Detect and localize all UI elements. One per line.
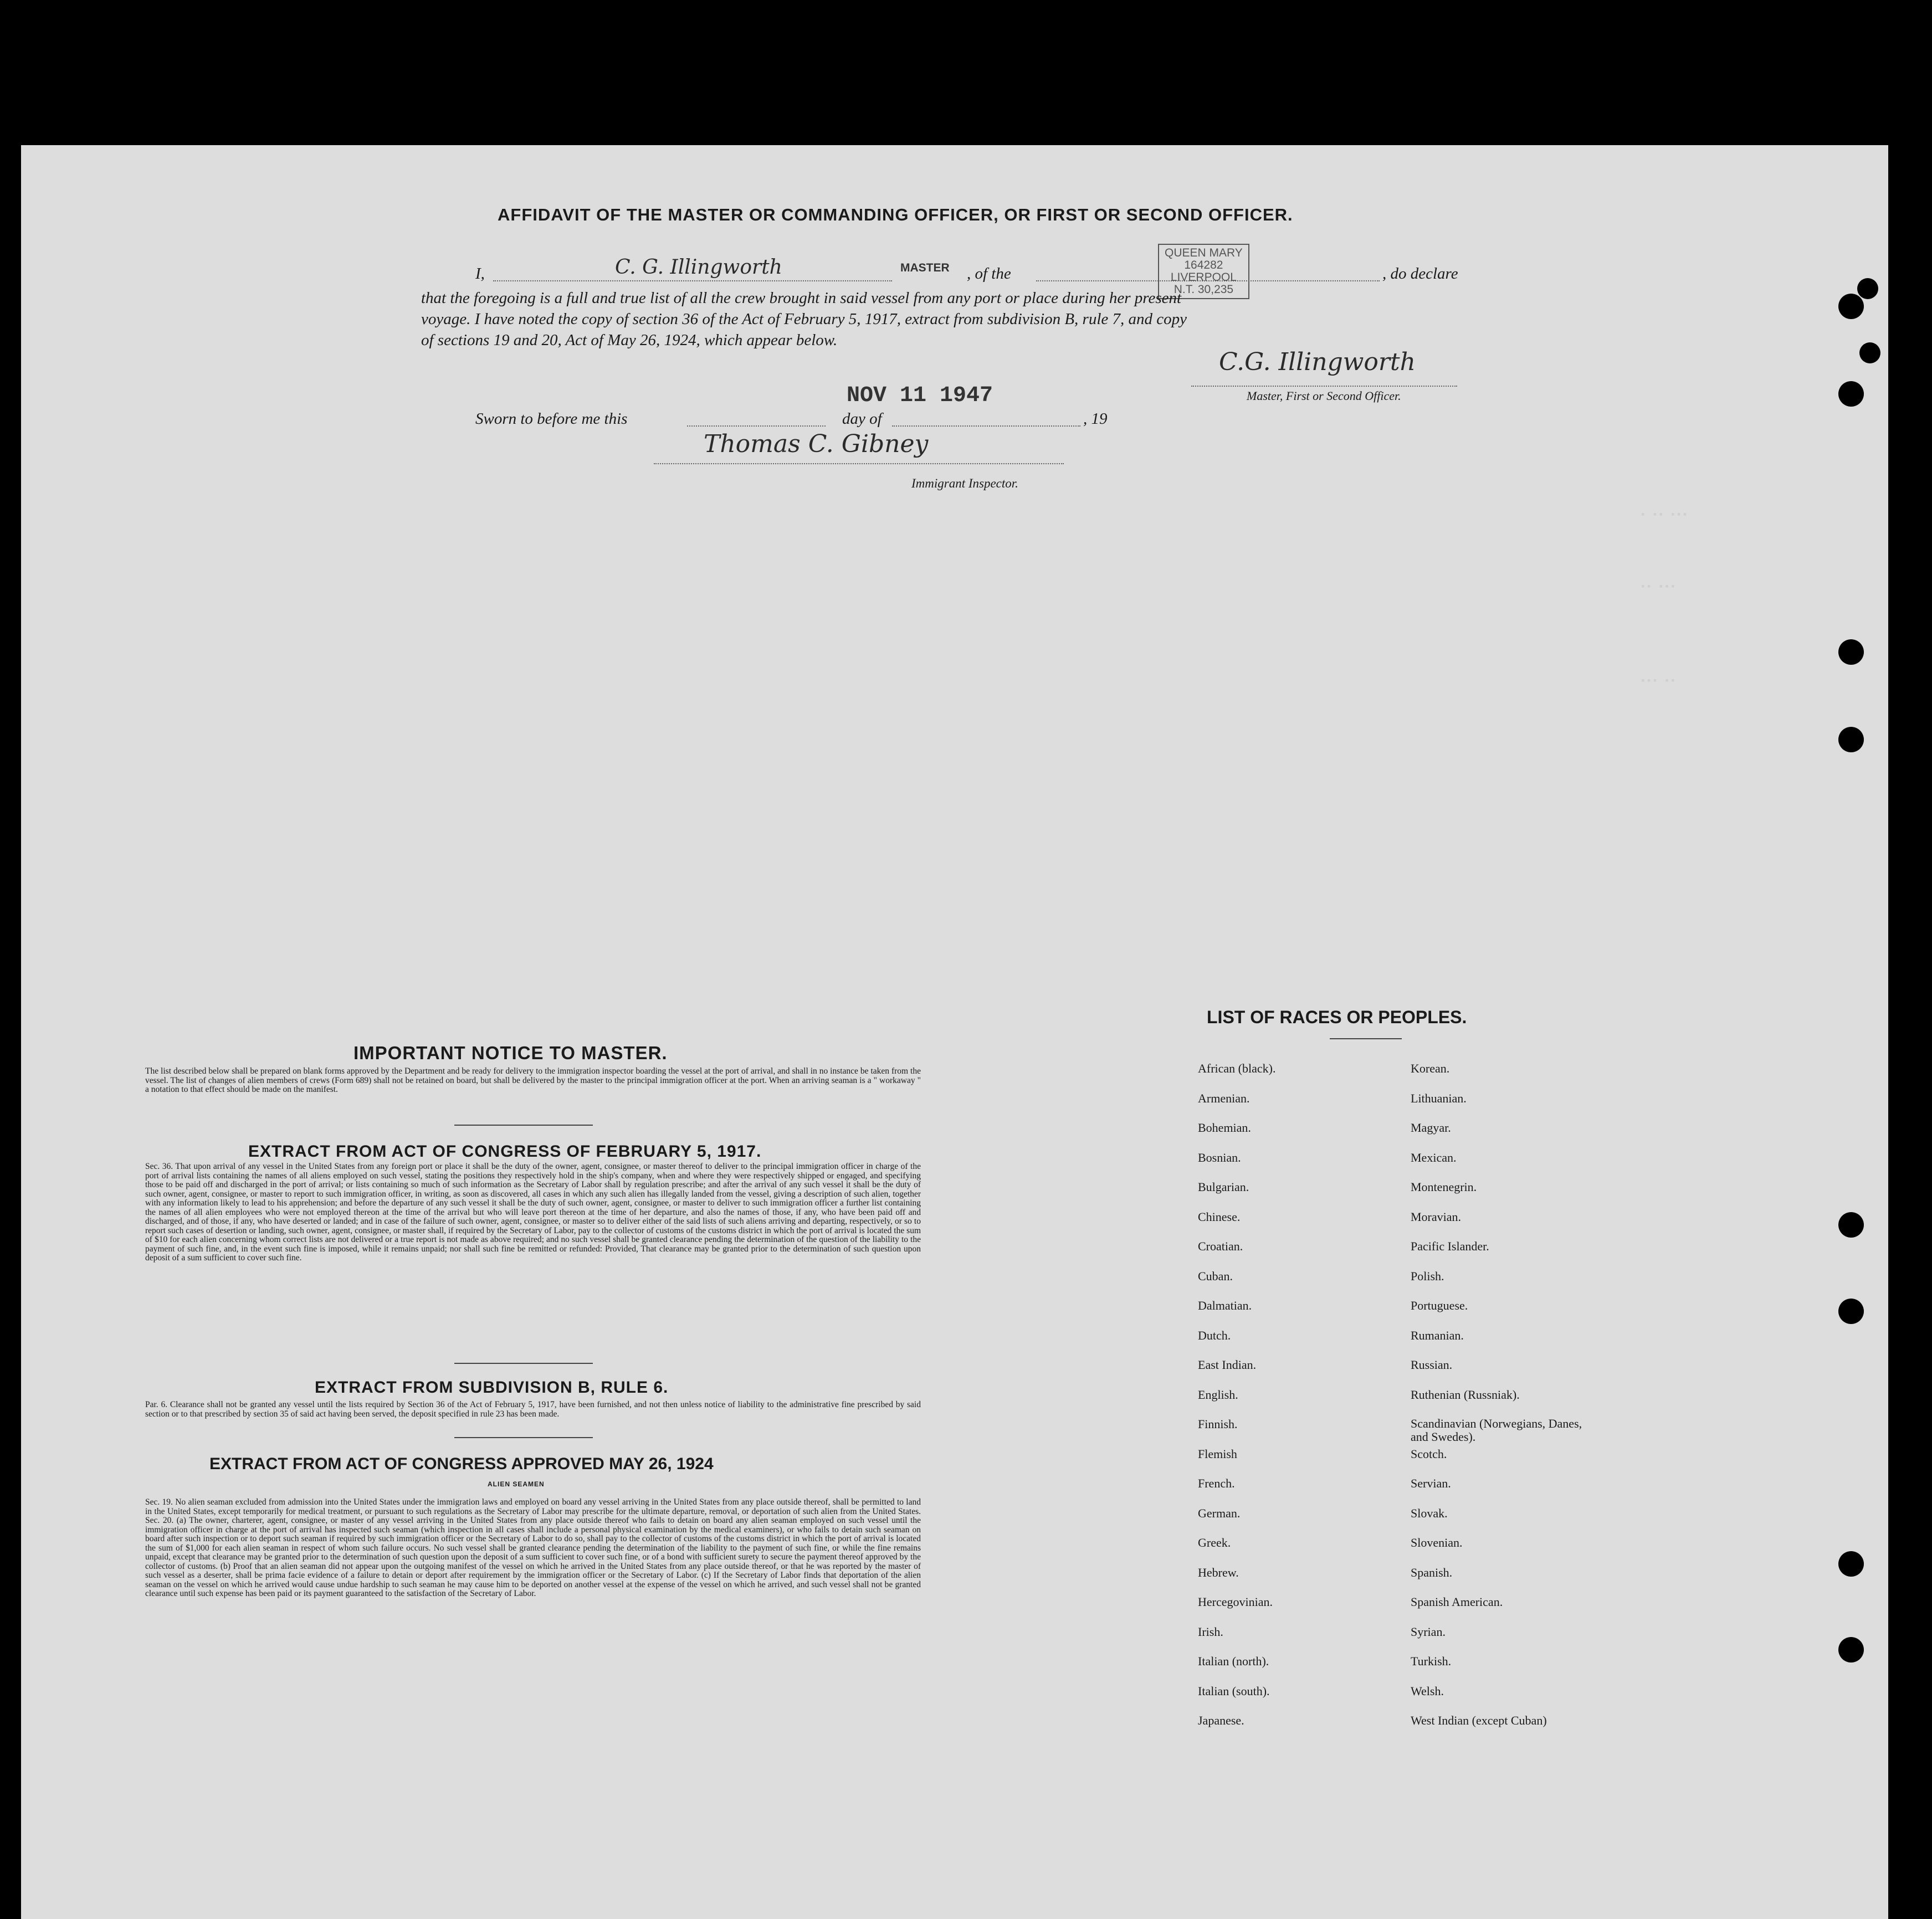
extract-1917-heading: EXTRACT FROM ACT OF CONGRESS OF FEBRUARY 5, 1917. bbox=[248, 1142, 762, 1161]
punch-hole bbox=[1838, 1299, 1864, 1324]
of-the-label: , of the bbox=[967, 265, 1011, 283]
extract-1917-text: Sec. 36. That upon arrival of any vessel in the United States from any foreign port or place it shall be the duty of the owner, agent, consignee, or master thereof to deliver to the principal immigration officer in charge of the port of arrival lists containing the names of all aliens employed on such vessel, stating the positions they respectively hold in the ship's company, when and where they were respectively shipped or engaged, and specifying those to be paid off and discharged in the port of arrival; or lists containing so much of such information as the Secretary of Labor shall by regulation prescribe; and after the arrival of any such vessel it shall be the duty of such owner, agent, consignee, or master to report to such immigration officer, in writing, as soon as discovered, all cases in which any such alien has illegally landed from the vessel, giving a description of such alien, together with any information likely to lead to his apprehension; and before the departure of any such vessel it shall be the duty of such owner, agent, consignee, or master to deliver to such immigration officer a further list containing the names of all alien employees who were not employed thereon at the time of the arrival but who will leave port thereon at the time of her departure, and also the names of those, if any, who have been paid off and discharged, and of those, if any, who have deserted or landed; and in case of the failure of such owner, agent, consignee, or master so to deliver either of the said lists of such aliens arriving and departing, respectively, or so to report such cases of desertion or landing, such owner, agent, consignee, or master shall, if required by the Secretary of Labor, pay to the collector of customs of the customs district in which the port of arrival is located the sum of $10 for each alien concerning whom correct lists are not delivered or a true report is not made as above required; and no such vessel shall be granted clearance pending the determination of the question of the liability to the payment of such fine, and, in the event such fine is imposed, while it remains unpaid; nor shall such fine be remitted or refunded: Provided, That clearance may be granted prior to the determination of such question upon deposit of a sum sufficient to cover such fine. bbox=[145, 1162, 921, 1263]
race-item: Korean. bbox=[1411, 1061, 1450, 1075]
notice-heading: IMPORTANT NOTICE TO MASTER. bbox=[353, 1043, 668, 1063]
divider bbox=[454, 1125, 593, 1126]
race-item: Bulgarian. bbox=[1198, 1180, 1249, 1194]
bleed-through: ▪ ▪▪ ▪▪▪ bbox=[1640, 510, 1688, 521]
notice-text: The list described below shall be prepared on blank forms approved by the Department and be ready for delivery to the immigration inspector boarding the vessel at the port of arrival, and shall in no instance be taken from the vessel. The list of changes of alien members of crews (Form 689) shall not be retained on board, but shall be delivered by the master to the principal immigration officer at the port. When an arriving seaman is a " workaway " a notation to that effect should be made on the manifest. bbox=[145, 1066, 921, 1094]
race-item: Spanish American. bbox=[1411, 1595, 1503, 1609]
signature-caption: Master, First or Second Officer. bbox=[1247, 389, 1401, 403]
bleed-through: ▪▪ ▪▪▪ bbox=[1640, 582, 1676, 593]
declare-prefix: I, bbox=[475, 265, 485, 283]
inspector-line bbox=[654, 463, 1064, 464]
subdivision-b-heading: EXTRACT FROM SUBDIVISION B, RULE 6. bbox=[315, 1378, 669, 1397]
race-item: Servian. bbox=[1411, 1476, 1451, 1490]
race-item: Slovak. bbox=[1411, 1506, 1448, 1520]
race-item: Portuguese. bbox=[1411, 1299, 1468, 1312]
race-item: German. bbox=[1198, 1506, 1241, 1520]
punch-hole bbox=[1838, 1551, 1864, 1577]
affidavit-line-2: voyage. I have noted the copy of section 36 of the Act of February 5, 1917, extract from subdivision B, rule 7, and copy bbox=[421, 310, 1187, 328]
punch-hole bbox=[1838, 1637, 1864, 1663]
punch-hole bbox=[1838, 294, 1864, 319]
do-declare-label: , do declare bbox=[1382, 265, 1458, 283]
extract-1924-subheading: ALIEN SEAMEN bbox=[488, 1480, 545, 1488]
punch-hole bbox=[1857, 278, 1878, 299]
race-item: Cuban. bbox=[1198, 1269, 1233, 1283]
race-item: Greek. bbox=[1198, 1536, 1231, 1549]
signature-line bbox=[1191, 386, 1457, 387]
race-item: French. bbox=[1198, 1476, 1235, 1490]
affidavit-line-1: that the foregoing is a full and true list of all the crew brought in said vessel from any port or place during her present bbox=[421, 289, 1182, 307]
extract-1924-text: Sec. 19. No alien seaman excluded from admission into the United States under the immigration laws and employed on board any vessel arriving in the United States from any place outside thereof, shall be permitted to land in the United States, except temporarily for medical treatment, or pursuant to such regulations as the Secretary of Labor may prescribe for the ultimate departure, removal, or deportation of such alien from the United States. Sec. 20. (a) The owner, charterer, agent, consignee, or master of any vessel arriving in the United States from any place outside thereof who fails to detain on board any alien seaman employed on such vessel until the immigration officer in charge at the port of arrival has inspected such seaman (which inspection in all cases shall include a personal physical examination by the medical examiners), or who fails to detain such seaman on board after such inspection or to deport such seaman if required by such immigration officer or the Secretary of Labor to do so, shall pay to the collector of customs of the customs district in which the port of arrival is located the sum of $1,000 for each alien seaman in respect of whom such failure occurs. No such vessel shall be granted clearance pending the determination of the liability to the payment of such fine, or while the fine remains unpaid, except that clearance may be granted prior to the determination of such question upon the deposit of a sum sufficient to cover such fine, or of a bond with sufficient surety to secure the payment thereof approved by the collector of customs. (b) Proof that an alien seaman did not appear upon the outgoing manifest of the vessel on which he arrived in the United States from any place outside thereof, or that he was reported by the master of such vessel as a deserter, shall be prima facie evidence of a failure to detain or deport after requirement by the immigration officer or the Secretary of Labor. (c) If the Secretary of Labor finds that deportation of the alien seaman on the vessel on which he arrived would cause undue hardship to such seaman he may cause him to be deported on another vessel at the expense of the vessel on which he arrived, and such vessel shall not be granted clearance until such expense has been paid or its payment guaranteed to the satisfaction of the Secretary of Labor. bbox=[145, 1497, 921, 1598]
divider bbox=[454, 1437, 593, 1438]
punch-hole bbox=[1838, 381, 1864, 407]
race-item: Scotch. bbox=[1411, 1446, 1447, 1461]
day-of-label: day of bbox=[842, 410, 882, 428]
race-item: Hercegovinian. bbox=[1198, 1595, 1273, 1609]
race-item: Russian. bbox=[1411, 1358, 1453, 1372]
race-item: Finnish. bbox=[1198, 1417, 1238, 1431]
race-item: Spanish. bbox=[1411, 1565, 1453, 1579]
day-line bbox=[687, 425, 826, 427]
race-item: West Indian (except Cuban) bbox=[1411, 1713, 1547, 1727]
subdivision-b-text: Par. 6. Clearance shall not be granted any vessel until the lists required by Section 36 of the Act of February 5, 1917, have been furnished, and not then unless notice of liability to the administrative fine prescribed by said section or to that prescribed by section 35 of said act having been served, the deposit specified in rule 23 has been made. bbox=[145, 1400, 921, 1419]
bleed-through: ▪▪▪ ▪▪ bbox=[1640, 676, 1676, 687]
race-item: Italian (south). bbox=[1198, 1684, 1270, 1698]
document-sheet bbox=[21, 145, 1888, 1919]
year-prefix: , 19 bbox=[1083, 410, 1108, 428]
races-heading: LIST OF RACES OR PEOPLES. bbox=[1207, 1007, 1467, 1027]
race-item: African (black). bbox=[1198, 1061, 1276, 1075]
master-name-handwritten: C. G. Illingworth bbox=[615, 256, 782, 279]
race-item: Moravian. bbox=[1411, 1209, 1462, 1224]
race-item: Slovenian. bbox=[1411, 1536, 1463, 1549]
race-item: Welsh. bbox=[1411, 1684, 1444, 1698]
master-signature: C.G. Illingworth bbox=[1219, 348, 1416, 376]
race-item: Turkish. bbox=[1411, 1654, 1452, 1668]
inspector-signature: Thomas C. Gibney bbox=[704, 430, 929, 458]
punch-hole bbox=[1838, 1212, 1864, 1238]
race-item: Magyar. bbox=[1411, 1121, 1451, 1135]
race-item: Lithuanian. bbox=[1411, 1091, 1467, 1105]
race-item: Scandinavian (Norwegians, Danes, and Swedes). bbox=[1411, 1417, 1582, 1444]
race-item: Irish. bbox=[1198, 1624, 1223, 1639]
punch-hole bbox=[1838, 639, 1864, 665]
race-item: Flemish bbox=[1198, 1446, 1237, 1461]
race-item: Japanese. bbox=[1198, 1713, 1244, 1727]
sworn-prefix: Sworn to before me this bbox=[475, 410, 628, 428]
date-stamp: NOV 11 1947 bbox=[847, 383, 993, 408]
race-item: Rumanian. bbox=[1411, 1328, 1464, 1342]
month-line bbox=[892, 425, 1080, 427]
race-item: Dalmatian. bbox=[1198, 1299, 1252, 1312]
divider bbox=[454, 1363, 593, 1364]
race-item: East Indian. bbox=[1198, 1358, 1257, 1372]
race-item: Bosnian. bbox=[1198, 1150, 1241, 1164]
race-item: Montenegrin. bbox=[1411, 1180, 1477, 1194]
divider bbox=[1330, 1038, 1402, 1039]
race-item: Mexican. bbox=[1411, 1150, 1457, 1164]
punch-hole bbox=[1859, 342, 1880, 363]
vessel-stamp: QUEEN MARY 164282 LIVERPOOL N.T. 30,235 bbox=[1158, 244, 1249, 299]
race-item: Polish. bbox=[1411, 1269, 1444, 1283]
extract-1924-heading: EXTRACT FROM ACT OF CONGRESS APPROVED MAY 26, 1924 bbox=[209, 1455, 714, 1473]
race-item: English. bbox=[1198, 1387, 1238, 1402]
race-item: Pacific Islander. bbox=[1411, 1239, 1489, 1253]
race-item: Bohemian. bbox=[1198, 1121, 1251, 1135]
master-label: MASTER bbox=[900, 261, 950, 274]
race-item: Italian (north). bbox=[1198, 1654, 1269, 1668]
punch-hole bbox=[1838, 727, 1864, 752]
inspector-caption: Immigrant Inspector. bbox=[911, 476, 1018, 490]
race-item: Dutch. bbox=[1198, 1328, 1231, 1342]
race-item: Syrian. bbox=[1411, 1624, 1446, 1639]
race-item: Ruthenian (Russniak). bbox=[1411, 1387, 1520, 1402]
affidavit-line-3: of sections 19 and 20, Act of May 26, 1924, which appear below. bbox=[421, 331, 838, 349]
race-item: Hebrew. bbox=[1198, 1565, 1239, 1579]
affidavit-title: AFFIDAVIT OF THE MASTER OR COMMANDING OFFICER, OR FIRST OR SECOND OFFICER. bbox=[498, 205, 1293, 224]
race-item: Armenian. bbox=[1198, 1091, 1250, 1105]
name-line bbox=[493, 280, 892, 281]
race-item: Chinese. bbox=[1198, 1209, 1241, 1224]
race-item: Croatian. bbox=[1198, 1239, 1243, 1253]
